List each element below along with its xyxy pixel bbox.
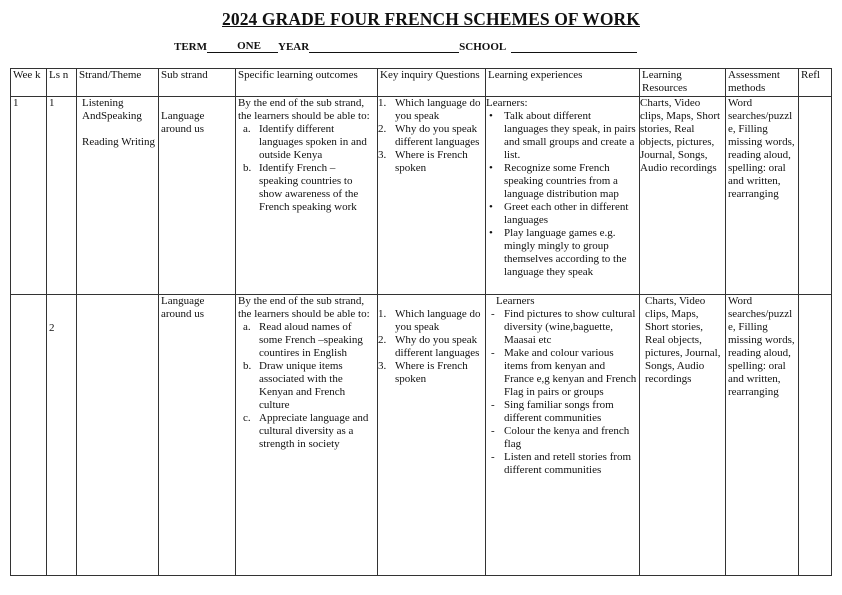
outcomes-intro: By the end of the sub strand, the learners should be able to: (238, 295, 370, 320)
list-item: c. Appreciate language and cultural diversity as a strength in society (243, 412, 369, 450)
header-row (11, 69, 832, 97)
meta-line (174, 40, 637, 53)
cell-sub-strand: Language around us (159, 295, 236, 576)
document-title: 2024 GRADE FOUR FRENCH SCHEMES OF WORK (222, 9, 640, 29)
cell-strand (77, 295, 159, 576)
bullet-icon: • (489, 201, 493, 213)
cell-assessment: Word searches/puzzle, Filling missing words, reading aloud, spelling: oral and written, rearranging (726, 97, 799, 295)
cell-week: 1 (11, 97, 47, 295)
list-item: 1. Which language do you speak (378, 308, 481, 333)
sub-strand-text: Language around us (161, 110, 205, 135)
list-item: • Play language games e.g. mingly mingly to group themselves according to the language they speak (489, 227, 627, 278)
cell-reflection (799, 295, 832, 576)
cell-lesson: 2 (47, 295, 77, 576)
cell-sub-strand (159, 97, 236, 295)
cell-questions (378, 97, 486, 295)
outcomes-intro: By the end of the sub strand, the learners should be able to: (238, 97, 370, 122)
header-outcomes: Specific learning outcomes (236, 69, 378, 97)
cell-assessment: Word searches/puzzle, Filling missing words, reading aloud, spelling: oral and written, rearranging (726, 295, 799, 576)
header-experiences: Learning experiences (486, 69, 640, 97)
list-item: 2. Why do you speak different languages (378, 334, 480, 359)
scheme-table (10, 68, 832, 576)
year-label: YEAR (278, 41, 310, 53)
cell-resources: Charts, Video clips, Maps, Short stories, Real objects, pictures, Journal, Songs, Audio recordings (640, 295, 726, 576)
year-blank (309, 41, 459, 53)
table-row (11, 295, 832, 576)
strand-text: Listening AndSpeaking (82, 97, 142, 122)
table-row (11, 97, 832, 295)
term-label: TERM (174, 41, 207, 53)
header-reflection: Refl (799, 69, 832, 97)
list-item: - Make and colour various items from kenyan and France e,g kenyan and French Flag in pairs or groups (491, 347, 637, 398)
list-item: • Greet each other in different languages (489, 201, 629, 226)
list-item: a. Read aloud names of some French –speaking countires in English (243, 321, 363, 359)
experiences-intro: Learners (496, 295, 535, 307)
header-sub-strand: Sub strand (159, 69, 236, 97)
list-item: • Talk about different languages they speak, in pairs and small groups and create a list. (489, 110, 636, 161)
list-item: b. Draw unique items associated with the Kenyan and French culture (243, 360, 346, 411)
header-strand: Strand/Theme (77, 69, 159, 97)
list-item: - Find pictures to show cultural diversity (wine,baguette, Maasai etc (491, 308, 636, 346)
header-questions: Key inquiry Questions (378, 69, 486, 97)
cell-reflection (799, 97, 832, 295)
cell-resources: Charts, Video clips, Maps, Short stories, Real objects, pictures, Journal, Songs, Audio recordings (640, 97, 726, 295)
cell-strand (77, 97, 159, 295)
term-blank-pre (207, 41, 220, 53)
cell-questions (378, 295, 486, 576)
list-item: 3. Where is French spoken (378, 149, 468, 174)
list-item: 3. Where is French spoken (378, 360, 468, 385)
list-item: 2. Why do you speak different languages (378, 123, 480, 148)
school-blank (511, 41, 637, 53)
list-item: 1. Which language do you speak (378, 97, 481, 122)
cell-lesson: 1 (47, 97, 77, 295)
list-item: - Sing familiar songs from different communities (491, 399, 614, 424)
cell-outcomes (236, 295, 378, 576)
header-resources: Learning Resources (640, 69, 726, 97)
bullet-icon: • (489, 227, 493, 239)
bullet-icon: • (489, 162, 493, 174)
list-item: - Listen and retell stories from different communities (491, 451, 632, 476)
bullet-icon: • (489, 110, 493, 122)
header-assessment: Assessment methods (726, 69, 799, 97)
header-lesson: Ls n (47, 69, 77, 97)
cell-experiences (486, 295, 640, 576)
cell-outcomes (236, 97, 378, 295)
header-week: Wee k (11, 69, 47, 97)
cell-week (11, 295, 47, 576)
experiences-intro: Learners: (486, 97, 528, 109)
cell-experiences (486, 97, 640, 295)
list-item: a. Identify different languages spoken in and outside Kenya (243, 123, 367, 161)
list-item: - Colour the kenya and french flag (491, 425, 630, 450)
school-label: SCHOOL (459, 41, 507, 53)
term-value: ONE (220, 40, 278, 53)
list-item: • Recognize some French speaking countries from a language distribution map (489, 162, 619, 200)
strand-text-2: Reading Writing (82, 136, 155, 148)
list-item: b. Identify French – speaking countries to show awareness of the French speaking work (243, 162, 359, 213)
